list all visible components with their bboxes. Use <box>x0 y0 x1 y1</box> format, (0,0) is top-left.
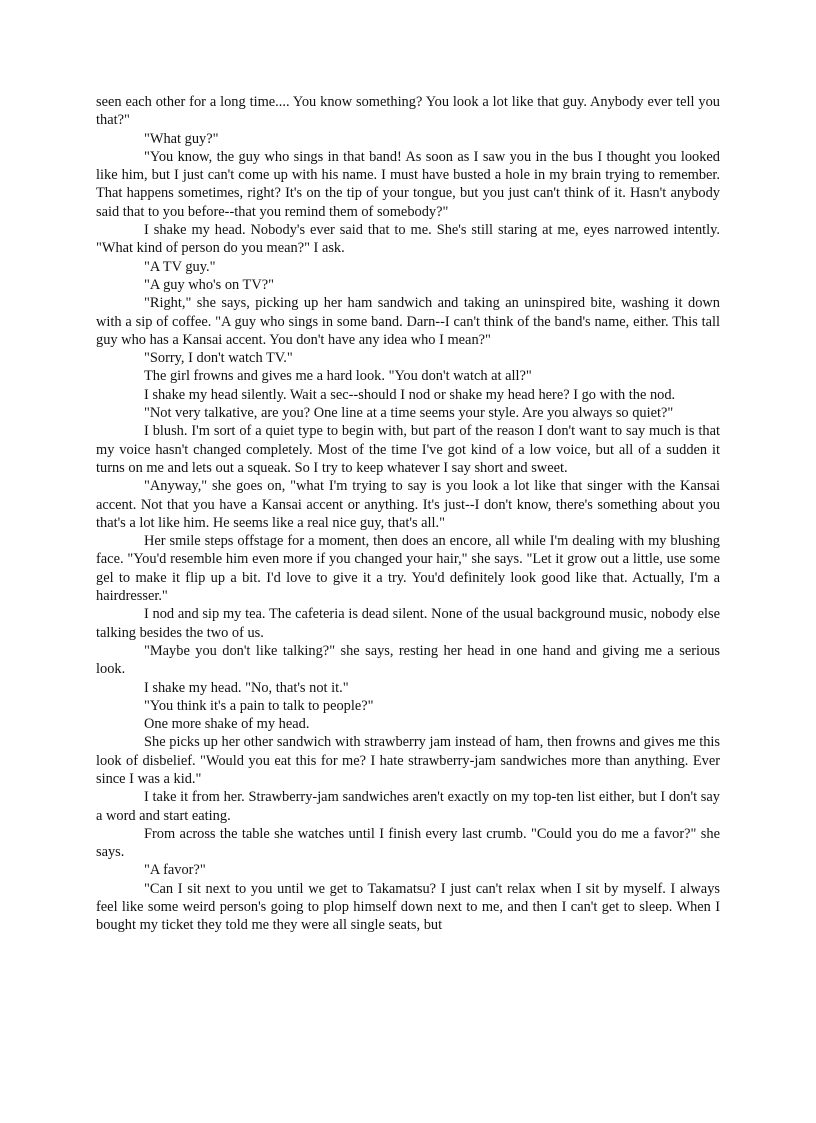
paragraph: From across the table she watches until I finish every last crumb. "Could you do me a favor?" she says. <box>96 825 720 861</box>
paragraph: I nod and sip my tea. The cafeteria is dead silent. None of the usual background music, nobody else talking besides the two of us. <box>96 606 720 641</box>
paragraph: One more shake of my head. <box>144 716 310 733</box>
paragraph: She picks up her other sandwich with strawberry jam instead of ham, then frowns and gives me this look of disbelief. "Would you eat this for me? I hate strawberry-jam sandwiches more than anything. Ever since I was a kid." <box>96 734 720 787</box>
paragraph: "Sorry, I don't watch TV." <box>144 350 293 367</box>
document-page <box>96 93 720 935</box>
paragraph: I shake my head. Nobody's ever said that to me. She's still staring at me, eyes narrowed intently. "What kind of person do you mean?" I ask. <box>96 222 720 257</box>
paragraph: "You know, the guy who sings in that band! As soon as I saw you in the bus I thought you looked like him, but I just can't come up with his name. I must have busted a hole in my brain trying to remember. That happens sometimes, right? It's on the tip of your tongue, but you just can't think of it. Hasn't anybody said that to you before--that you remind them of somebody?" <box>96 148 720 220</box>
paragraph: The girl frowns and gives me a hard look. "You don't watch at all?" <box>144 368 532 385</box>
paragraph: seen each other for a long time.... You know something? You look a lot like that guy. Anybody ever tell you that?" <box>96 94 720 129</box>
paragraph: "A favor?" <box>144 862 206 879</box>
paragraph: "Anyway," she goes on, "what I'm trying to say is you look a lot like that singer with the Kansai accent. Not that you have a Kansai accent or anything. It's just--I don't know, there's something about you that's a lot like him. He seems like a real nice guy, that's all." <box>96 478 720 531</box>
paragraph: I shake my head silently. Wait a sec--should I nod or shake my head here? I go with the nod. <box>144 386 676 403</box>
paragraph: "Can I sit next to you until we get to Takamatsu? I just can't relax when I sit by myself. I always feel like some weird person's going to plop himself down next to me, and then I can't get to sleep. When I bought my ticket they told me they were all single seats, but <box>96 880 720 934</box>
paragraph: Her smile steps offstage for a moment, then does an encore, all while I'm dealing with my blushing face. "You'd resemble him even more if you changed your hair," she says. "Let it grow out a little, use some gel to make it flip up a bit. I'd love to give it a try. You'd definitely look good like that. Actually, I'm a hairdresser." <box>96 533 720 605</box>
paragraph: I shake my head. "No, that's not it." <box>144 679 349 696</box>
paragraph: "You think it's a pain to talk to people?" <box>144 697 374 714</box>
paragraph: "Not very talkative, are you? One line at a time seems your style. Are you always so quiet?" <box>144 405 674 422</box>
paragraph: "What guy?" <box>144 130 219 147</box>
paragraph: "A TV guy." <box>144 258 216 275</box>
paragraph: I blush. I'm sort of a quiet type to begin with, but part of the reason I don't want to say much is that my voice hasn't changed completely. Most of the time I've got kind of a low voice, but all of a sudden it turns on me and lets out a squeak. So I try to keep whatever I say short and sweet. <box>96 423 720 476</box>
paragraph: "Maybe you don't like talking?" she says, resting her head in one hand and giving me a serious look. <box>96 642 720 678</box>
paragraph: "Right," she says, picking up her ham sandwich and taking an uninspired bite, washing it down with a sip of coffee. "A guy who sings in some band. Darn--I can't think of the band's name, either. This tall guy who has a Kansai accent. You don't have any idea who I mean?" <box>96 295 720 348</box>
paragraph: I take it from her. Strawberry-jam sandwiches aren't exactly on my top-ten list either, but I don't say a word and start eating. <box>96 789 720 824</box>
paragraph: "A guy who's on TV?" <box>144 276 274 293</box>
